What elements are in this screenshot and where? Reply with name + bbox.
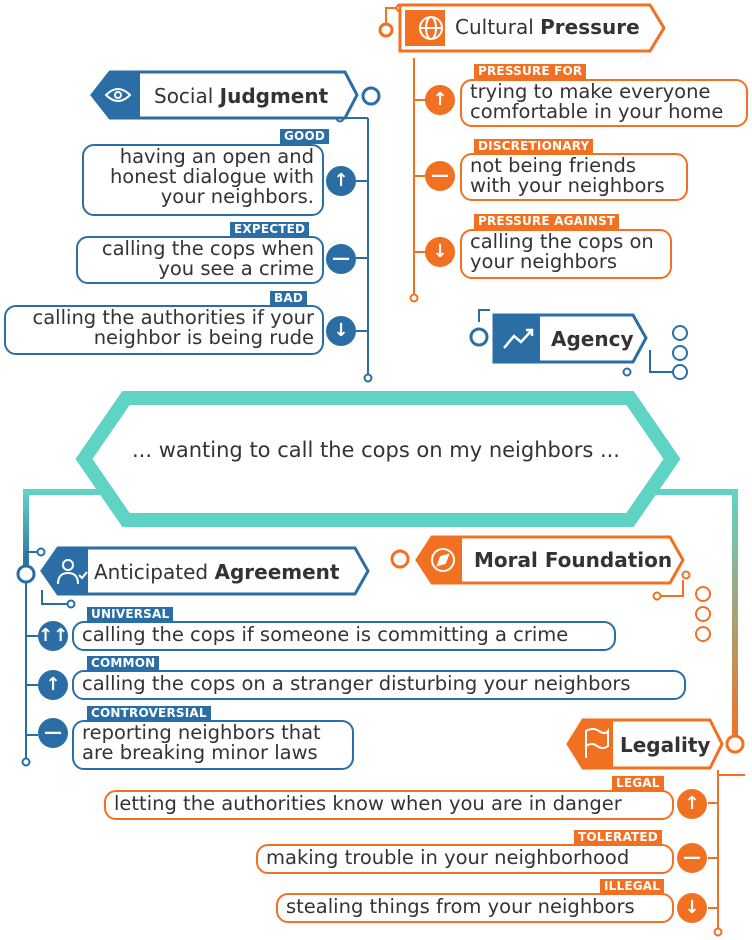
dash-icon: — xyxy=(38,718,68,748)
legality-item: making trouble in your neighborhood xyxy=(256,844,674,874)
pressure-tag: DISCRETIONARY xyxy=(474,139,593,154)
arrow-up-icon: ↑ xyxy=(677,789,707,819)
arrow-up-icon: ↑ xyxy=(425,85,455,115)
arrow-down-icon: ↓ xyxy=(425,237,455,267)
arrow-down-icon: ↓ xyxy=(677,893,707,923)
agreement-item: calling the cops if someone is committing a crime xyxy=(72,621,616,651)
agreement-tag: UNIVERSAL xyxy=(87,607,173,622)
pressure-item: trying to make everyone comfortable in your home xyxy=(460,79,748,127)
pressure-tag: PRESSURE AGAINST xyxy=(474,214,619,229)
arrow-down-icon: ↓ xyxy=(326,316,356,346)
judgment-item: calling the authorities if your neighbor is being rude xyxy=(4,305,324,355)
agreement-tag: CONTROVERSIAL xyxy=(87,706,211,721)
legality-tag: TOLERATED xyxy=(574,830,662,845)
pressure-item: not being friends with your neighbors xyxy=(460,153,688,201)
judgment-item: having an open and honest dialogue with your neighbors. xyxy=(82,144,324,216)
agency-title: Agency xyxy=(551,327,634,351)
central-situation: ... wanting to call the cops on my neighbors ... xyxy=(132,438,620,462)
judgment-tag: BAD xyxy=(270,291,307,306)
double-arrow-up-icon: ↑↑ xyxy=(38,621,68,651)
legality-item: stealing things from your neighbors xyxy=(276,893,674,923)
arrow-up-icon: ↑ xyxy=(38,670,68,700)
cultural-pressure-title: Cultural Pressure xyxy=(455,15,640,39)
moral-foundation-title: Moral Foundation xyxy=(474,548,673,572)
pressure-item: calling the cops on your neighbors xyxy=(460,229,672,279)
legality-item: letting the authorities know when you are in danger xyxy=(104,790,674,820)
social-judgment-title: Social Judgment xyxy=(154,84,329,108)
agreement-item: calling the cops on a stranger disturbing your neighbors xyxy=(72,670,686,700)
legality-tag: LEGAL xyxy=(612,776,664,791)
agreement-tag: COMMON xyxy=(87,656,159,671)
judgment-item: calling the cops when you see a crime xyxy=(76,236,324,284)
legality-title: Legality xyxy=(620,733,711,757)
judgment-tag: EXPECTED xyxy=(230,222,309,237)
dash-icon: — xyxy=(326,244,356,274)
legality-tag: ILLEGAL xyxy=(600,879,664,894)
judgment-tag: GOOD xyxy=(280,129,329,144)
agreement-item: reporting neighbors that are breaking minor laws xyxy=(72,720,354,770)
pressure-tag: PRESSURE FOR xyxy=(474,64,586,79)
arrow-up-icon: ↑ xyxy=(326,166,356,196)
dash-icon: — xyxy=(677,843,707,873)
dash-icon: — xyxy=(425,161,455,191)
anticipated-agreement-title: Anticipated Agreement xyxy=(94,560,340,584)
